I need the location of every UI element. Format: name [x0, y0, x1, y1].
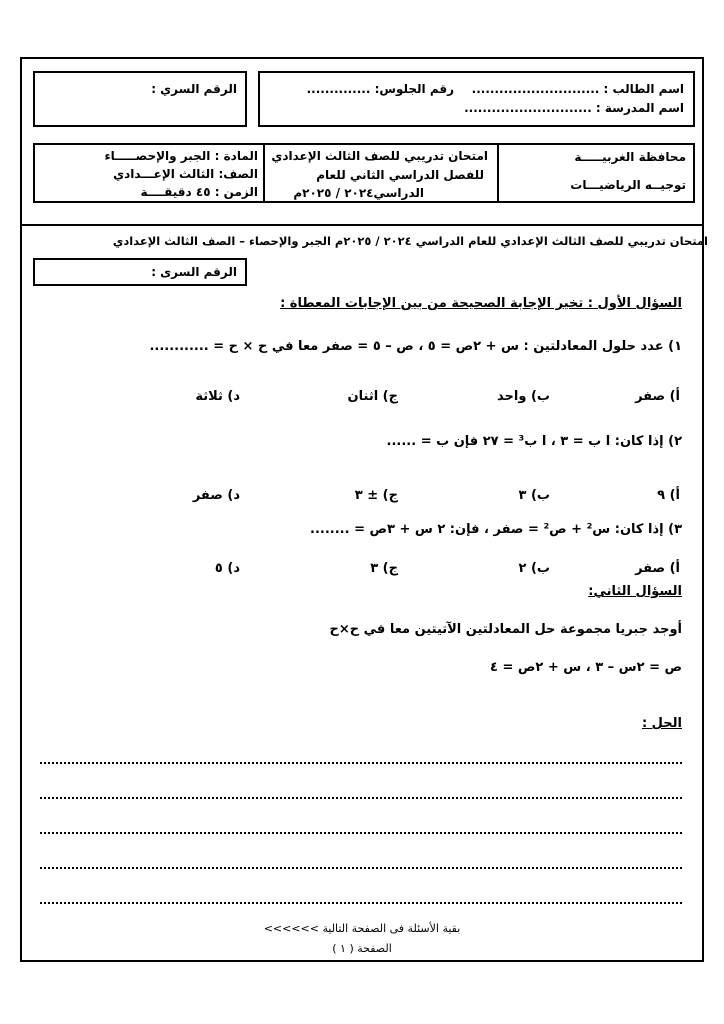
grade-label: الصف: الثالث الإعـــدادي: [113, 167, 258, 181]
q2-solution-label: الحل :: [641, 716, 682, 731]
q1-item1-option-b: ب) واحد: [497, 389, 550, 404]
q2-title: السؤال الثاني:: [588, 584, 682, 599]
time-label: الزمن : ٤٥ دقيقــــة: [140, 185, 258, 199]
q1-item3-stem: ٣) إذا كان: س² + ص² = صفر ، فإن: ٢ س + ٣ص = ........: [310, 522, 682, 537]
governorate-label: محافظة الغربيـــــة: [574, 150, 686, 164]
subject-label: المادة : الجبر والإحصـــــاء: [104, 149, 258, 163]
student-info-box: [258, 71, 695, 127]
page-number: الصفحة ( ١ ): [332, 942, 392, 955]
q1-item1-option-a: أ) صفر: [635, 389, 680, 404]
answer-line: [40, 902, 682, 904]
q1-item3-option-d: د) ٥: [214, 561, 240, 576]
continue-note: بقية الأسئلة فى الصفحة التالية >>>>>>: [263, 922, 461, 935]
q1-item1-option-c: ج) اثنان: [347, 389, 398, 404]
info-divider-left: [263, 143, 265, 203]
school-name-field: اسم المدرسة : ............................: [464, 101, 684, 115]
exam-title-line3: الدراسي٢٠٢٤ / ٢٠٢٥م: [293, 186, 424, 200]
seat-number-field: رقم الجلوس: ..............: [306, 82, 454, 96]
q1-title: السؤال الأول : تخير الإجابة الصحيحة من بين الإجابات المعطاة :: [280, 296, 682, 311]
q1-item2-option-a: أ) ٩: [657, 488, 680, 503]
secret-number-label-2: الرقم السرى :: [151, 265, 237, 279]
q1-item3-option-a: أ) صفر: [635, 561, 680, 576]
secret-number-label: الرقم السري :: [151, 82, 237, 96]
q1-item3-option-b: ب) ٢: [518, 561, 550, 576]
answer-line: [40, 762, 682, 764]
q1-item3-option-c: ج) ٣: [370, 561, 398, 576]
q2-instruction: أوجد جبريا مجموعة حل المعادلتين الآتيتين معا في ح×ح: [329, 622, 682, 637]
answer-line: [40, 867, 682, 869]
info-divider-right: [497, 143, 499, 203]
q1-item2-stem: ٢) إذا كان: ا ب = ٣ ، ا ب³ = ٢٧ فإن ب = ......: [386, 434, 682, 449]
q1-item2-option-c: ج) ± ٣: [354, 488, 398, 503]
q1-item1-stem: ١) عدد حلول المعادلتين : س + ٢ص = ٥ ، ص – ٥ = صفر معا في ح × ح = ............: [149, 339, 682, 354]
secret-number-box: [33, 71, 247, 127]
q1-item2-option-b: ب) ٣: [518, 488, 550, 503]
answer-line: [40, 832, 682, 834]
exam-title-line2: للفصل الدراسي الثاني للعام: [316, 168, 484, 182]
q2-equations: ص = ٢س – ٣ ، س + ٢ص = ٤: [490, 660, 682, 675]
answer-line: [40, 797, 682, 799]
student-name-field: اسم الطالب : ............................: [471, 82, 684, 96]
tear-line-text: امتحان تدريبي للصف الثالث الإعدادي للعام الدراسي ٢٠٢٤ / ٢٠٢٥م الجبر والإحصاء – الصف الثالث الإعدادي: [112, 234, 708, 248]
q1-item1-option-d: د) ثلاثة: [195, 389, 240, 404]
q1-item2-option-d: د) صفر: [192, 488, 240, 503]
directorate-label: توجيــه الرياضيـــات: [570, 178, 686, 192]
exam-title-line1: امتحان تدريبي للصف الثالث الإعدادي: [271, 149, 488, 163]
tear-line-top: [22, 224, 702, 226]
